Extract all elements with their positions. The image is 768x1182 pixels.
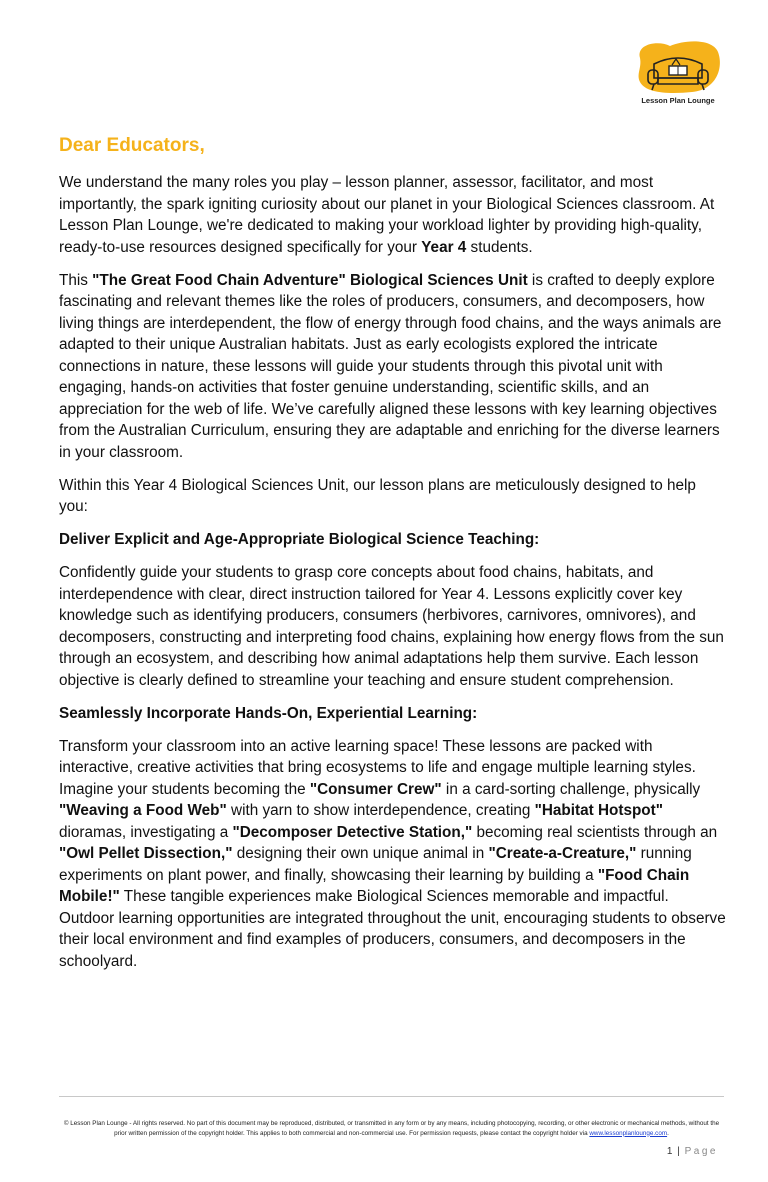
section-body-hands-on-learning: Transform your classroom into an active learning space! These lessons are packed with interactive, creative activities that bring ecosystems to life and engage multiple learning styles. Imagine your students becoming the "Consumer Crew" in a card-sorting challenge, physically "Weaving a Food Web" with yarn to show interdependence, creating "Habitat Hotspot" dioramas, investigating a "Decomposer Detective Station," becoming real scientists through an "Owl Pellet Dissection," designing their own unique animal in "Create-a-Creature," running experiments on plant power, and finally, showcasing their learning by building a "Food Chain Mobile!" These tangible experiences make Biological Sciences memorable and impactful. Outdoor learning opportunities are integrated throughout the unit, encouraging students to observe their local environment and find examples of producers, consumers, and decomposers in the schoolyard. xyxy=(59,737,726,970)
logo xyxy=(632,38,724,108)
copyright-notice: © Lesson Plan Lounge - All rights reserved. No part of this document may be reproduced, distributed, or transmitted in any form or by any means, including photocopying, recording, or other electronic or mechanical methods, without the prior written permission of the copyright holder. This applies to both commercial and non-commercial use. For permission requests, please contact the copyright holder via www.lessonplanlounge.com. xyxy=(63,1120,720,1137)
armchair-with-book-icon xyxy=(632,38,724,96)
section-heading-explicit-teaching: Deliver Explicit and Age-Appropriate Biological Science Teaching: xyxy=(59,531,540,548)
greeting: Dear Educators, xyxy=(59,135,205,156)
intro-paragraph-1: We understand the many roles you play – lesson planner, assessor, facilitator, and most importantly, the spark igniting curiosity about our planet in your Biological Sciences classroom. At Lesson Plan Lounge, we're dedicated to making your workload lighter by providing high-quality, ready-to-use resources designed specifically for your Year 4 students. xyxy=(59,174,715,256)
footer-divider xyxy=(59,1096,724,1097)
letter-body xyxy=(59,172,727,984)
page-number: 1 | Page xyxy=(666,1146,718,1157)
section-body-explicit-teaching: Confidently guide your students to grasp core concepts about food chains, habitats, and interdependence with clear, direct instruction tailored for Year 4. Lessons explicitly cover key knowledge such as identifying producers, consumers (herbivores, carnivores, omnivores), and decomposers, constructing and interpreting food chains, explaining how energy flows from the sun through an ecosystem, and describing how animal adaptations help them survive. Each lesson objective is clearly defined to streamline your teaching and ensure student comprehension. xyxy=(59,564,724,689)
intro-paragraph-3: Within this Year 4 Biological Sciences Unit, our lesson plans are meticulously designed to help you: xyxy=(59,476,696,515)
intro-paragraph-2: This "The Great Food Chain Adventure" Biological Sciences Unit is crafted to deeply explore fascinating and relevant themes like the roles of producers, consumers, and decomposers, how living things are interdependent, the flow of energy through food chains, and the ways animals are adapted to their unique Australian habitats. Just as early ecologists explored the intricate connections in nature, these lessons will guide your students through this pivotal unit with engaging, hands-on activities that foster genuine understanding, scientific skills, and an appreciation for the web of life. We’ve carefully aligned these lessons with key learning objectives from the Australian Curriculum, ensuring they are adaptable and enriching for the diverse learners in your classroom. xyxy=(59,271,722,461)
section-heading-hands-on-learning: Seamlessly Incorporate Hands-On, Experiential Learning: xyxy=(59,704,478,722)
website-link[interactable]: www.lessonplanlounge.com xyxy=(589,1129,668,1137)
logo-text: Lesson Plan Lounge xyxy=(641,96,715,105)
